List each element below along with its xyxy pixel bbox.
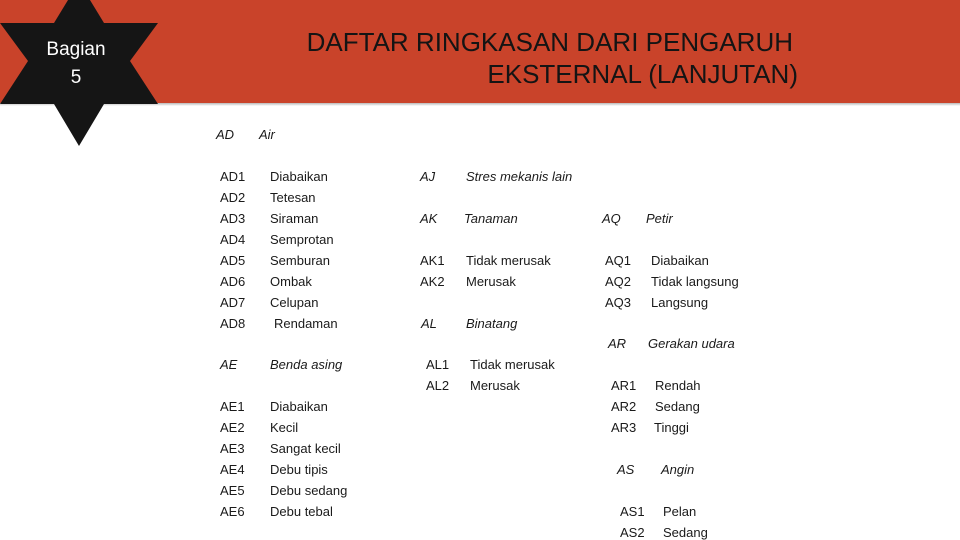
code-ae1: AE1 [220, 399, 245, 414]
code-ar1: AR1 [611, 378, 637, 393]
label-ar3: Tinggi [654, 420, 689, 435]
code-ak1: AK1 [420, 253, 445, 268]
code-as1: AS1 [620, 504, 645, 519]
label-aj: Stres mekanis lain [466, 169, 573, 184]
label-al2: Merusak [470, 378, 520, 393]
code-aq: AQ [602, 211, 621, 226]
code-ad4: AD4 [220, 232, 246, 247]
code-aq1: AQ1 [605, 253, 632, 268]
label-al: Binatang [466, 316, 518, 331]
label-ae3: Sangat kecil [270, 441, 341, 456]
label-aq3: Langsung [651, 295, 709, 310]
label-ad4: Semprotan [270, 232, 334, 247]
code-ar3: AR3 [611, 420, 637, 435]
label-aq2: Tidak langsung [651, 274, 739, 289]
code-ak2: AK2 [420, 274, 445, 289]
label-ak1: Tidak merusak [466, 253, 551, 268]
label-ad6: Ombak [270, 274, 312, 289]
label-ad2: Tetesan [270, 190, 316, 205]
label-aq: Petir [646, 211, 673, 226]
badge-line-2: 5 [70, 67, 82, 88]
label-ae2: Kecil [270, 420, 299, 435]
label-ak2: Merusak [466, 274, 516, 289]
label-al1: Tidak merusak [470, 357, 555, 372]
label-aq1: Diabaikan [651, 253, 709, 268]
badge-line-1: Bagian [46, 39, 106, 60]
code-ad: AD [216, 127, 235, 142]
code-ad6: AD6 [220, 274, 246, 289]
label-ad8: Rendaman [274, 316, 338, 331]
code-ad8: AD8 [220, 316, 246, 331]
title-line-1: DAFTAR RINGKASAN DARI PENGARUH [306, 27, 793, 57]
code-as2: AS2 [620, 525, 645, 540]
label-ae5: Debu sedang [270, 483, 348, 498]
label-ar1: Rendah [655, 378, 701, 393]
label-ae6: Debu tebal [270, 504, 333, 519]
code-ae4: AE4 [220, 462, 245, 477]
code-ak: AK [420, 211, 438, 226]
label-ae: Benda asing [270, 357, 343, 372]
label-as: Angin [661, 462, 695, 477]
code-ad2: AD2 [220, 190, 246, 205]
section-badge [0, 0, 160, 150]
code-ad3: AD3 [220, 211, 246, 226]
code-ar2: AR2 [611, 399, 637, 414]
label-ae1: Diabaikan [270, 399, 328, 414]
label-ad5: Semburan [270, 253, 330, 268]
label-as2: Sedang [663, 525, 708, 540]
title-line-2: EKSTERNAL (LANJUTAN) [487, 59, 798, 89]
label-ar2: Sedang [655, 399, 700, 414]
code-ad5: AD5 [220, 253, 246, 268]
code-ad7: AD7 [220, 295, 246, 310]
code-al1: AL1 [426, 357, 450, 372]
code-ae5: AE5 [220, 483, 245, 498]
code-ae3: AE3 [220, 441, 245, 456]
page-title [200, 26, 798, 90]
label-ae4: Debu tipis [270, 462, 328, 477]
code-ae6: AE6 [220, 504, 245, 519]
code-aq3: AQ3 [605, 295, 632, 310]
label-ad3: Siraman [270, 211, 319, 226]
code-ae2: AE2 [220, 420, 245, 435]
label-ad: Air [259, 127, 275, 142]
code-ar: AR [608, 336, 627, 351]
code-al: AL [421, 316, 437, 331]
code-ad1: AD1 [220, 169, 246, 184]
label-ar: Gerakan udara [648, 336, 735, 351]
label-ak: Tanaman [464, 211, 518, 226]
code-ae: AE [220, 357, 238, 372]
code-aj: AJ [420, 169, 436, 184]
code-aq2: AQ2 [605, 274, 632, 289]
code-al2: AL2 [426, 378, 450, 393]
label-ad1: Diabaikan [270, 169, 328, 184]
label-ad7: Celupan [270, 295, 319, 310]
label-as1: Pelan [663, 504, 697, 519]
code-as: AS [617, 462, 635, 477]
